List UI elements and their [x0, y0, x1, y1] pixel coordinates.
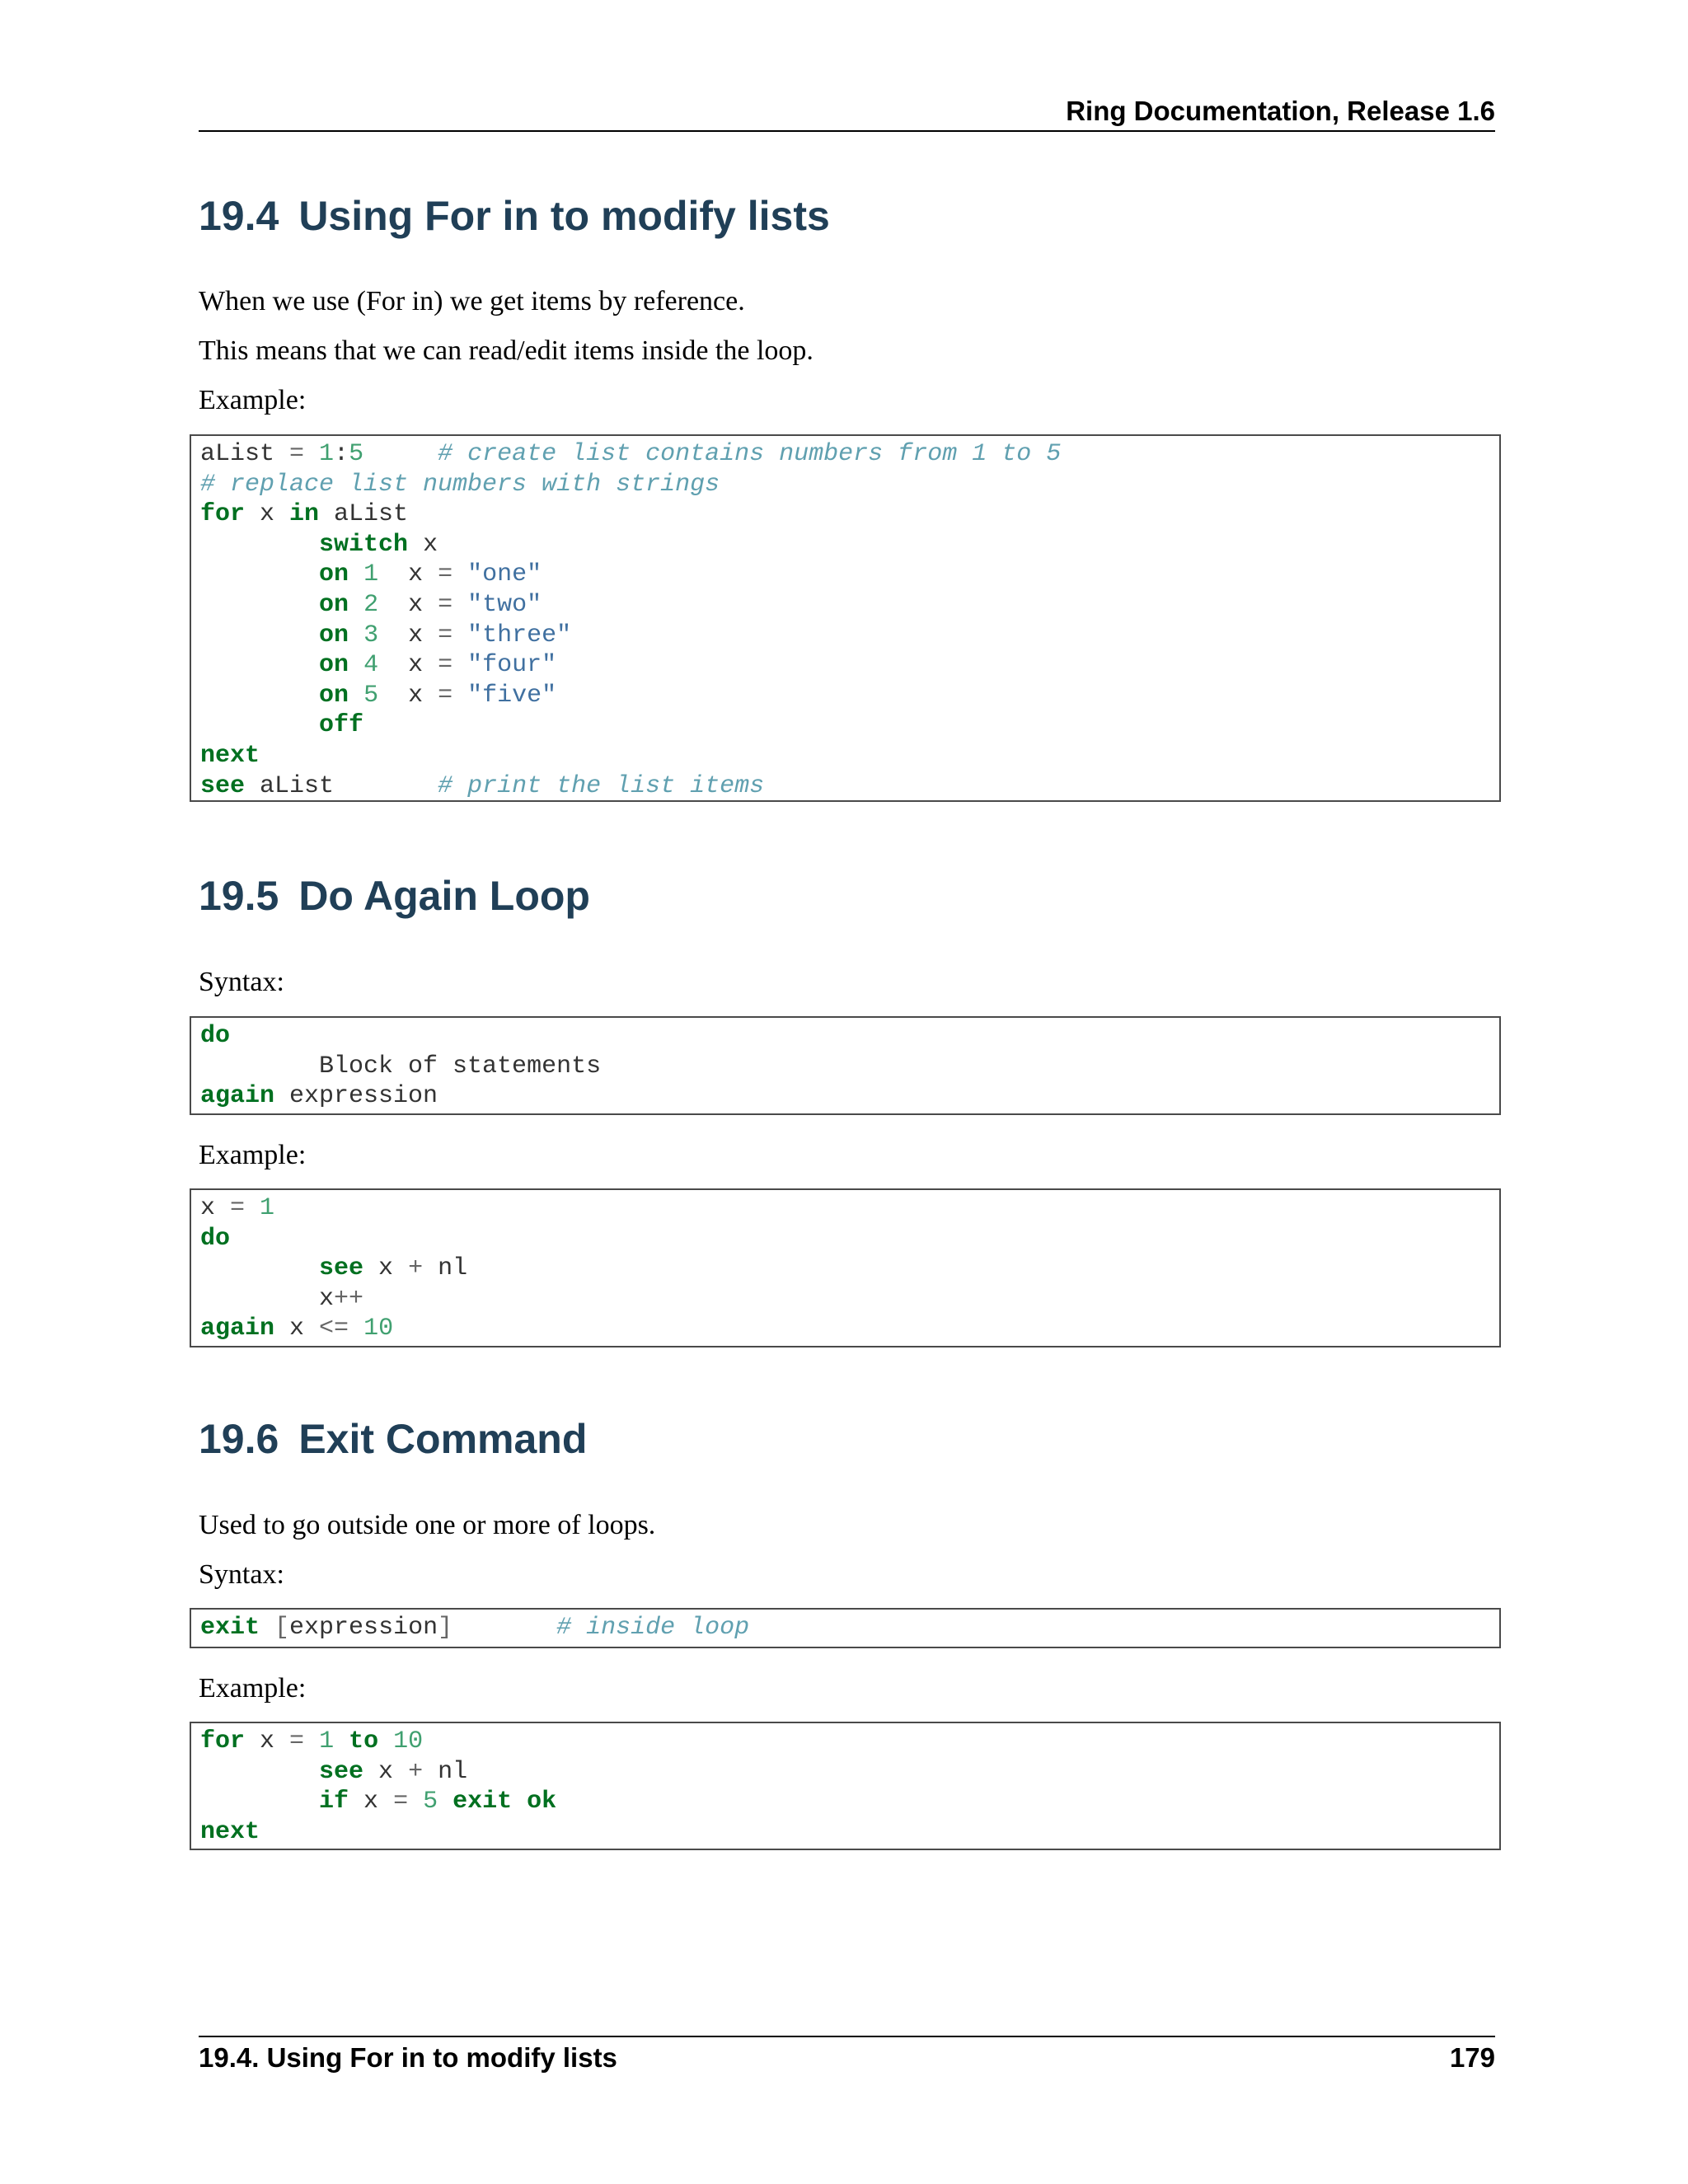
code-line: off — [319, 711, 364, 740]
example-label: Example: — [199, 385, 307, 415]
code-line: next — [200, 1817, 260, 1846]
code-line: on 1 x = "one" — [319, 560, 542, 589]
code-line: see x + nl — [319, 1254, 468, 1283]
code-comment: # print the list items — [438, 771, 765, 800]
code-line: again x <= 10 — [200, 1315, 394, 1343]
paragraph: Used to go outside one or more of loops. — [199, 1510, 656, 1540]
page-header — [199, 92, 1495, 132]
code-comment: # replace list numbers with strings — [200, 470, 720, 499]
syntax-label: Syntax: — [199, 967, 284, 997]
code-line: see aList # print the list items — [200, 771, 765, 800]
code-block — [190, 1608, 1501, 1648]
code-line: next — [200, 741, 260, 770]
running-title: Ring Documentation, Release 1.6 — [1066, 96, 1495, 126]
page-footer — [199, 2036, 1495, 2079]
code-line: on 5 x = "five" — [319, 681, 557, 710]
code-block — [190, 434, 1501, 802]
page-number: 179 — [1449, 2042, 1495, 2073]
section-heading-19-5 — [199, 871, 590, 921]
code-line: on 2 x = "two" — [319, 590, 542, 619]
code-line — [200, 471, 720, 499]
code-line: switch x — [319, 530, 438, 559]
section-title-text: Exit Command — [298, 1416, 588, 1462]
code-text — [200, 1613, 1499, 1643]
code-line: if x = 5 exit ok — [319, 1788, 557, 1816]
code-line: x++ — [200, 1284, 364, 1313]
code-block — [190, 1722, 1501, 1850]
code-line: again expression — [200, 1082, 438, 1111]
code-line: see x + nl — [319, 1757, 468, 1786]
code-line: for x in aList — [200, 500, 409, 529]
code-line: on 4 x = "four" — [319, 651, 557, 680]
code-line: Block of statements — [200, 1052, 602, 1080]
section-number: 19.4 — [199, 193, 279, 239]
code-block — [190, 1188, 1501, 1347]
code-line: on 3 x = "three" — [319, 621, 572, 649]
code-text — [200, 1193, 1499, 1344]
section-heading-19-4 — [199, 191, 830, 241]
code-line: do — [200, 1022, 231, 1050]
code-line: x = 1 — [200, 1194, 275, 1222]
paragraph: When we use (For in) we get items by reference. — [199, 286, 745, 316]
section-number: 19.6 — [199, 1416, 279, 1462]
paragraph: This means that we can read/edit items inside the loop. — [199, 335, 814, 366]
code-line: do — [200, 1224, 231, 1253]
section-heading-19-6 — [199, 1414, 587, 1464]
example-label: Example: — [199, 1673, 307, 1704]
code-line: aList = 1:5 # create list contains numbers from 1 to 5 — [200, 440, 1062, 468]
code-comment: # create list contains numbers from 1 to 5 — [438, 440, 1062, 468]
code-block — [190, 1016, 1501, 1115]
section-title-text: Using For in to modify lists — [298, 193, 830, 239]
code-line: for x = 1 to 10 — [200, 1727, 424, 1755]
section-number: 19.5 — [199, 873, 279, 919]
code-text — [200, 1021, 1499, 1112]
example-label: Example: — [199, 1140, 307, 1170]
code-comment: # inside loop — [556, 1614, 750, 1642]
section-title-text: Do Again Loop — [298, 873, 590, 919]
code-line: exit [expression] # inside loop — [200, 1614, 750, 1642]
code-text — [200, 439, 1499, 801]
syntax-label: Syntax: — [199, 1559, 284, 1590]
footer-section-ref: 19.4. Using For in to modify lists — [199, 2042, 617, 2073]
code-text — [200, 1727, 1499, 1847]
